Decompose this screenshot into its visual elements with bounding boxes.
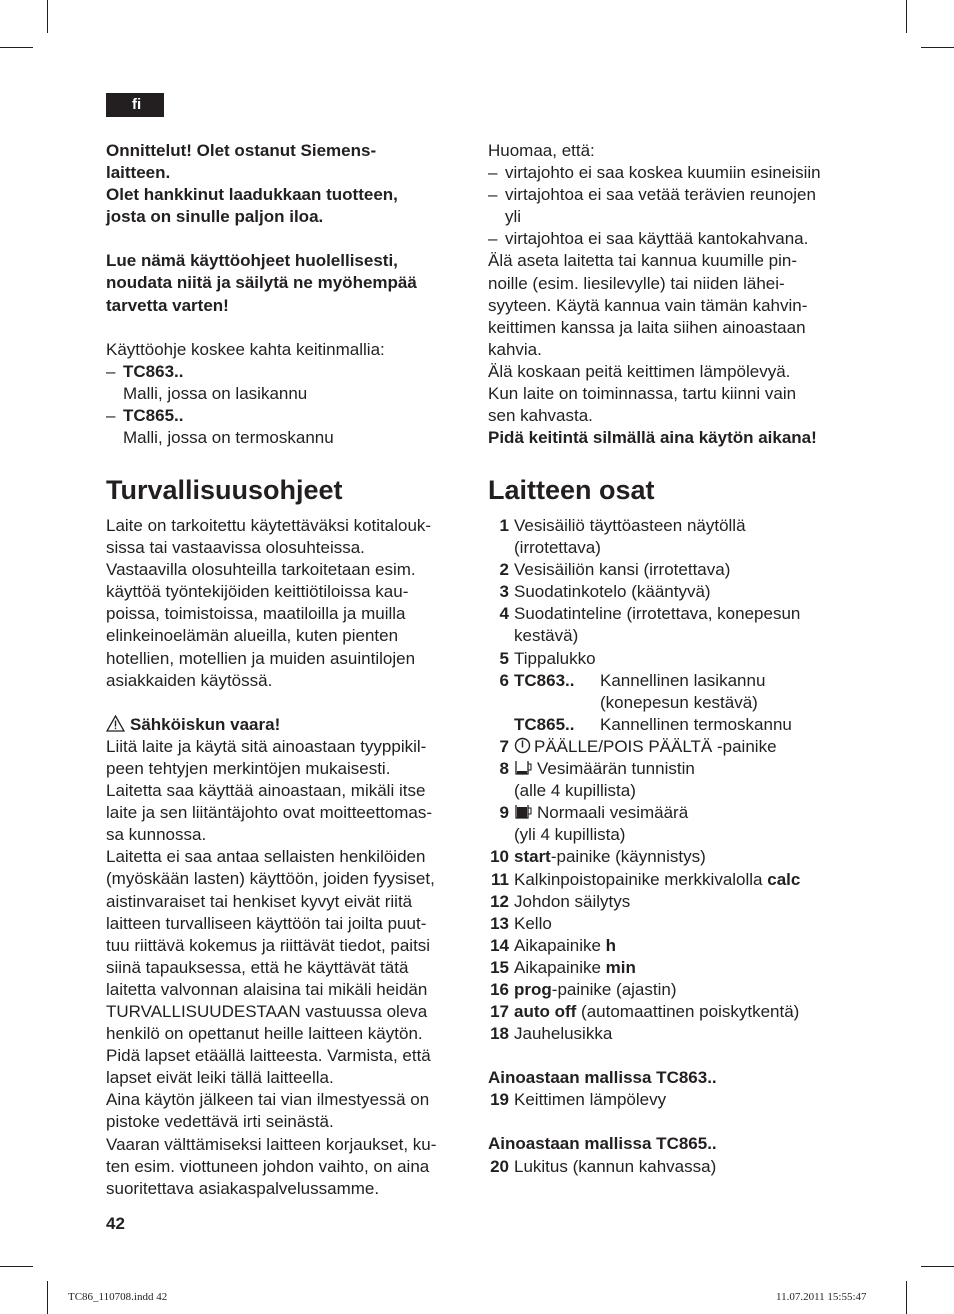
notice-line: sen kahvasta. xyxy=(488,406,593,426)
read-line: Lue nämä käyttöohjeet huolellisesti, xyxy=(106,251,398,271)
part-text: Kalkinpoistopainike merkkivalolla xyxy=(514,869,768,889)
part-text: Johdon säilytys xyxy=(514,891,631,911)
part-number: 7 xyxy=(499,736,509,756)
small-amount-icon xyxy=(514,759,534,776)
part-text: PÄÄLLE/POIS PÄÄLTÄ -painike xyxy=(534,736,777,756)
part-text: Jauhelusikka xyxy=(514,1024,613,1044)
notice-item xyxy=(488,162,854,184)
safety-line: peen tehtyjen merkintöjen mukaisesti. xyxy=(106,758,391,778)
safety-line: laite ja sen liitäntäjohto ovat moitteettomas- xyxy=(106,803,433,823)
normal-amount-icon xyxy=(514,803,534,820)
part-keyword: prog xyxy=(514,979,552,999)
model-name: TC863.. xyxy=(514,670,575,690)
safety-line: Laitetta saa käyttää ainoastaan, mikäli itse xyxy=(106,781,426,801)
safety-line: Liitä laite ja käytä sitä ainoastaan tyyppikil- xyxy=(106,736,427,756)
part-text: (yli 4 kupillista) xyxy=(514,825,626,845)
safety-line: tuu riittävä kokemus ja riittävät tiedot, paitsi xyxy=(106,935,431,955)
only-model-heading: Ainoastaan mallissa TC865.. xyxy=(488,1134,717,1154)
warning-title xyxy=(106,714,468,736)
part-text: (alle 4 kupillista) xyxy=(514,781,636,801)
part-row xyxy=(488,891,854,913)
safety-line: (myöskään lasten) käyttöön, joiden fyysiset, xyxy=(106,869,435,889)
parts-list xyxy=(488,515,854,1178)
part-text: Kello xyxy=(514,913,552,933)
notice-line: Älä aseta laitetta tai kannua kuumille pin- xyxy=(488,251,798,271)
part-number: 13 xyxy=(490,913,509,933)
model-desc: Malli, jossa on lasikannu xyxy=(123,383,308,403)
notice-item-cont: yli xyxy=(505,207,522,227)
part-number: 15 xyxy=(490,957,509,977)
crop-mark xyxy=(906,0,907,33)
part-number: 12 xyxy=(490,891,509,911)
crop-mark xyxy=(0,1266,33,1267)
notice-section xyxy=(488,140,854,449)
part-text: -painike (ajastin) xyxy=(551,979,677,999)
safety-line: asiakkaiden käytössä. xyxy=(106,670,273,690)
safety-line: Vastaavilla olosuhteilla tarkoitetaan esim. xyxy=(106,560,416,580)
part-text: (konepesun kestävä) xyxy=(600,692,758,712)
notice-line: Kun laite on toiminnassa, tartu kiinni vain xyxy=(488,384,797,404)
read-line: noudata niitä ja säilytä ne myöhempää xyxy=(106,273,417,293)
part-number: 9 xyxy=(499,803,509,823)
safety-line: ten esim. viottuneen johdon vaihto, on aina xyxy=(106,1156,430,1176)
safety-line: pistoke vedettävä irti seinästä. xyxy=(106,1112,334,1132)
model-item xyxy=(106,405,468,427)
part-keyword: calc xyxy=(767,869,801,889)
part-number: 17 xyxy=(490,1002,509,1022)
intro-section xyxy=(106,140,468,449)
part-number: 8 xyxy=(499,759,509,779)
notice-item-text: virtajohtoa ei saa käyttää kantokahvana. xyxy=(505,229,809,249)
part-number: 2 xyxy=(499,560,509,580)
notice-bold-line: Pidä keitintä silmällä aina käytön aikana! xyxy=(488,428,817,448)
part-text: Tippalukko xyxy=(514,648,596,668)
safety-line: Pidä lapset etäällä laitteesta. Varmista, että xyxy=(106,1046,431,1066)
safety-line: suoritettava asiakaspalvelussamme. xyxy=(106,1178,380,1198)
notice-lead: Huomaa, että: xyxy=(488,141,595,160)
safety-line: sissa tai vastaavissa olosuhteissa. xyxy=(106,538,365,558)
model-desc: Malli, jossa on termoskannu xyxy=(123,428,334,448)
notice-item xyxy=(488,228,854,250)
safety-line: Laitetta ei saa antaa sellaisten henkilöiden xyxy=(106,847,426,867)
congrats-line: Onnittelut! Olet ostanut Siemens- xyxy=(106,141,377,160)
dash-glyph: – xyxy=(106,361,116,381)
notice-item-text: virtajohtoa ei saa vetää terävien reunojen xyxy=(505,185,816,205)
safety-line: Vaaran välttämiseksi laitteen korjaukset, ku- xyxy=(106,1134,437,1154)
part-text: kestävä) xyxy=(514,626,579,646)
congrats-line: Olet hankkinut laadukkaan tuotteen, xyxy=(106,185,398,205)
crop-mark xyxy=(47,1281,48,1314)
part-text: Kannellinen termoskannu xyxy=(600,714,792,734)
part-text: Vesimäärän tunnistin xyxy=(537,759,695,779)
only-model-heading: Ainoastaan mallissa TC863.. xyxy=(488,1068,717,1088)
part-text: (automaattinen poiskytkentä) xyxy=(576,1002,800,1022)
crop-mark xyxy=(921,1266,954,1267)
safety-section xyxy=(106,515,468,1200)
part-number: 5 xyxy=(499,648,509,668)
part-text: -painike (käynnistys) xyxy=(550,847,706,867)
safety-line: aistinvaraiset tai henkiset kyvyt eivät riitä xyxy=(106,891,413,911)
part-keyword: auto off xyxy=(514,1002,577,1022)
read-line: tarvetta varten! xyxy=(106,295,229,315)
part-row xyxy=(488,913,854,935)
notice-line: kahvia. xyxy=(488,339,542,359)
notice-item xyxy=(488,184,854,206)
safety-line: Aina käytön jälkeen tai vian ilmestyessä on xyxy=(106,1090,430,1110)
part-row xyxy=(488,648,854,670)
part-text: Keittimen lämpölevy xyxy=(514,1090,667,1110)
safety-line: TURVALLISUUDESTAAN vastuussa oleva xyxy=(106,1001,428,1021)
notice-item-text: virtajohto ei saa koskea kuumiin esineisiin xyxy=(505,163,821,183)
part-row xyxy=(488,846,854,868)
language-tab: fi xyxy=(106,93,164,117)
safety-heading: Turvallisuusohjeet xyxy=(106,475,343,505)
part-text: Vesisäiliön kansi (irrotettava) xyxy=(514,560,731,580)
safety-line: lapset eivät leiki tällä laitteella. xyxy=(106,1068,334,1088)
part-text: Aikapainike xyxy=(514,957,606,977)
part-row xyxy=(488,515,854,559)
part-text: Suodatinkotelo (kääntyvä) xyxy=(514,582,711,602)
part-row xyxy=(488,581,854,603)
notice-line: keittimen kanssa ja laita siihen ainoastaan xyxy=(488,317,806,337)
part-row xyxy=(488,802,854,846)
applies-line: Käyttöohje koskee kahta keitinmallia: xyxy=(106,339,385,359)
crop-mark xyxy=(0,47,33,48)
safety-line: sa kunnossa. xyxy=(106,825,207,845)
part-row xyxy=(488,979,854,1001)
crop-mark xyxy=(47,0,48,33)
safety-line: poissa, toimistoissa, maatiloilla ja muilla xyxy=(106,604,406,624)
congrats-line: josta on sinulle paljon iloa. xyxy=(106,207,324,227)
model-name: TC865.. xyxy=(514,714,575,734)
model-item xyxy=(106,361,468,383)
part-number: 18 xyxy=(490,1024,509,1044)
part-text: Kannellinen lasikannu xyxy=(600,670,766,690)
dash-glyph: – xyxy=(106,405,116,425)
congrats-line: laitteen. xyxy=(106,163,171,183)
model-name: TC863.. xyxy=(123,361,184,381)
part-number: 4 xyxy=(499,604,509,624)
part-row xyxy=(488,758,854,802)
dash-glyph: – xyxy=(488,163,498,183)
warning-text: Sähköiskun vaara! xyxy=(130,714,281,734)
part-row xyxy=(488,1089,854,1111)
part-number: 10 xyxy=(490,847,509,867)
part-text: Normaali vesimäärä xyxy=(537,803,689,823)
page-number: 42 xyxy=(106,1214,125,1233)
part-row xyxy=(488,1156,854,1178)
parts-heading: Laitteen osat xyxy=(488,475,655,505)
dash-glyph: – xyxy=(488,185,498,205)
part-number: 11 xyxy=(491,869,509,889)
warning-triangle-icon xyxy=(106,715,125,732)
power-icon xyxy=(514,737,531,754)
safety-line: hotellien, motellien ja muiden asuintilojen xyxy=(106,648,416,668)
part-row xyxy=(488,736,854,758)
safety-line: Laite on tarkoitettu käytettäväksi kotitalouk- xyxy=(106,516,432,535)
part-number: 6 xyxy=(499,670,509,690)
part-number: 19 xyxy=(490,1090,509,1110)
part-number: 16 xyxy=(490,979,509,999)
part-row xyxy=(488,670,854,736)
notice-line: noille (esim. liesilevylle) tai niiden lähei- xyxy=(488,273,785,293)
part-text: Aikapainike xyxy=(514,935,606,955)
notice-line: syyteen. Käytä kannua vain tämän kahvin- xyxy=(488,295,808,315)
safety-line: laitetta valvonnan alaisina tai mikäli heidän xyxy=(106,979,428,999)
part-row xyxy=(488,935,854,957)
part-row xyxy=(488,559,854,581)
part-number: 20 xyxy=(490,1156,509,1176)
part-text: (irrotettava) xyxy=(514,538,601,558)
print-slug-file: TC86_110708.indd 42 xyxy=(68,1291,168,1303)
part-number: 14 xyxy=(490,935,509,955)
part-text: Lukitus (kannun kahvassa) xyxy=(514,1156,717,1176)
part-keyword: min xyxy=(605,957,636,977)
print-slug-date: 11.07.2011 15:55:47 xyxy=(776,1291,867,1303)
part-number: 3 xyxy=(499,582,509,602)
part-keyword: start xyxy=(514,847,551,867)
part-text: Suodatinteline (irrotettava, konepesun xyxy=(514,604,801,624)
safety-line: käyttöä työntekijöiden keittiötiloissa kau- xyxy=(106,582,409,602)
safety-line: elinkeinoelämän alueilla, kuten pienten xyxy=(106,626,399,646)
model-name: TC865.. xyxy=(123,405,184,425)
part-row xyxy=(488,957,854,979)
safety-line: henkilö on opettanut heille laitteen käytön. xyxy=(106,1024,423,1044)
notice-line: Älä koskaan peitä keittimen lämpölevyä. xyxy=(488,361,791,381)
part-text: Vesisäiliö täyttöasteen näytöllä xyxy=(514,516,746,535)
crop-mark xyxy=(921,47,954,48)
safety-line: siinä tapauksessa, että he käyttävät tätä xyxy=(106,957,409,977)
part-row xyxy=(488,603,854,647)
dash-glyph: – xyxy=(488,229,498,249)
part-row xyxy=(488,869,854,891)
part-row xyxy=(488,1023,854,1045)
part-number: 1 xyxy=(499,516,509,535)
part-row xyxy=(488,1001,854,1023)
safety-line: laitteen turvalliseen käyttöön tai joilta puut- xyxy=(106,913,427,933)
crop-mark xyxy=(906,1281,907,1314)
part-keyword: h xyxy=(605,935,617,955)
